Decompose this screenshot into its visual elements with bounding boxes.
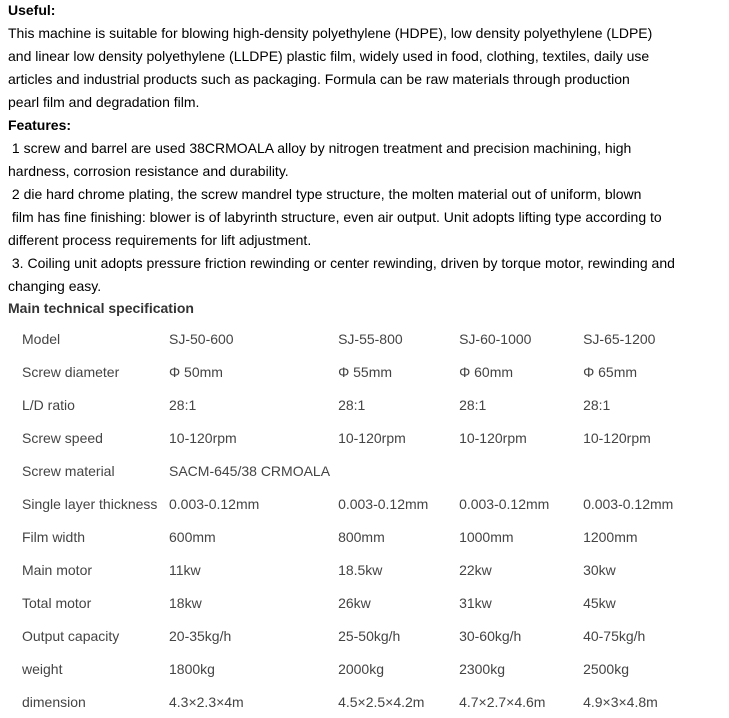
spec-value: 0.003-0.12mm [338,495,429,512]
spec-value: 4.7×2.7×4.6m [459,693,546,710]
spec-label: Main motor [22,561,93,578]
spec-row [14,421,703,454]
spec-label: Screw material [22,462,115,479]
spec-value: SJ-55-800 [338,330,403,347]
spec-row [14,553,703,586]
features-line: different process requirements for lift adjustment. [8,232,312,248]
spec-value: 22kw [459,561,492,578]
spec-row [14,487,703,520]
spec-value: Φ 50mm [169,363,223,380]
spec-value: 31kw [459,594,492,611]
spec-value: 10-120rpm [583,429,651,446]
spec-row [14,586,703,619]
spec-value: 11kw [169,561,201,578]
spec-value: 40-75kg/h [583,627,646,644]
spec-value: 10-120rpm [169,429,237,446]
spec-value [330,454,451,487]
spec-value: 10-120rpm [459,429,527,446]
spec-label: Film width [22,528,86,545]
spec-value: 10-120rpm [338,429,406,446]
spec-row [14,520,703,553]
spec-value: 0.003-0.12mm [583,495,674,512]
spec-value: 800mm [338,528,385,545]
spec-value: SJ-65-1200 [583,330,656,347]
useful-line: and linear low density polyethylene (LLDPE) plastic film, widely used in food, clothing, textiles, daily use [8,48,650,64]
spec-value: 0.003-0.12mm [169,495,260,512]
spec-value: SJ-60-1000 [459,330,532,347]
spec-value: 28:1 [169,396,197,413]
spec-value: SACM-645/38 CRMOALA [169,462,331,479]
spec-value: 20-35kg/h [169,627,232,644]
features-heading: Features: [8,117,72,133]
features-line: hardness, corrosion resistance and durability. [8,163,289,179]
spec-value: Φ 65mm [583,363,638,380]
features-line: 1 screw and barrel are used 38CRMOALA alloy by nitrogen treatment and precision machining, high [8,140,632,156]
spec-value: 1000mm [459,528,514,545]
spec-row [14,619,703,652]
spec-row [14,322,703,355]
spec-value: 4.9×3×4.8m [583,693,658,710]
spec-label: Model [22,330,61,347]
spec-value: 30-60kg/h [459,627,522,644]
spec-value: Φ 60mm [459,363,514,380]
spec-label: Screw speed [22,429,103,446]
spec-row [14,388,703,421]
spec-value: 45kw [583,594,616,611]
spec-value: 2300kg [459,660,505,677]
spec-label: dimension [22,693,86,710]
spec-value: 28:1 [583,396,611,413]
spec-label: Single layer thickness [22,495,158,512]
spec-value: 28:1 [459,396,487,413]
spec-value: 18kw [169,594,202,611]
spec-value: 30kw [583,561,616,578]
spec-value: 4.5×2.5×4.2m [338,693,425,710]
useful-line: articles and industrial products such as packaging. Formula can be raw materials through production [8,71,630,87]
spec-value: 28:1 [338,396,366,413]
spec-label: Screw diameter [22,363,120,380]
features-line: film has fine finishing: blower is of labyrinth structure, even air output. Unit adopts lifting type according to [8,209,662,225]
spec-row [14,652,703,685]
spec-value [575,454,703,487]
spec-table [14,322,703,718]
useful-line: This machine is suitable for blowing high-density polyethylene (HDPE), low density polyethylene (LDPE) [8,25,653,41]
spec-label: Total motor [22,594,92,611]
spec-row [14,685,703,718]
spec-label: weight [22,660,63,677]
spec-value: 25-50kg/h [338,627,401,644]
useful-line: pearl film and degradation film. [8,94,200,110]
spec-value: 0.003-0.12mm [459,495,550,512]
spec-row [14,355,703,388]
spec-value: 1800kg [169,660,215,677]
spec-value: SJ-50-600 [169,330,234,347]
features-line: 2 die hard chrome plating, the screw mandrel type structure, the molten material out of uniform, blown [8,186,642,202]
features-line: changing easy. [8,278,102,294]
spec-value: 1200mm [583,528,638,545]
spec-title: Main technical specification [8,300,194,316]
spec-row [14,454,703,487]
spec-label: L/D ratio [22,396,75,413]
useful-heading: Useful: [8,2,56,18]
spec-value: 18.5kw [338,561,383,578]
spec-value: 26kw [338,594,371,611]
spec-value: Φ 55mm [338,363,393,380]
spec-value: 600mm [169,528,216,545]
spec-value [451,454,575,487]
features-line: 3. Coiling unit adopts pressure friction rewinding or center rewinding, driven by torque motor, rewinding and [8,255,675,271]
spec-label: Output capacity [22,627,120,644]
spec-value: 2000kg [338,660,384,677]
spec-value: 4.3×2.3×4m [169,693,244,710]
spec-value: 2500kg [583,660,629,677]
